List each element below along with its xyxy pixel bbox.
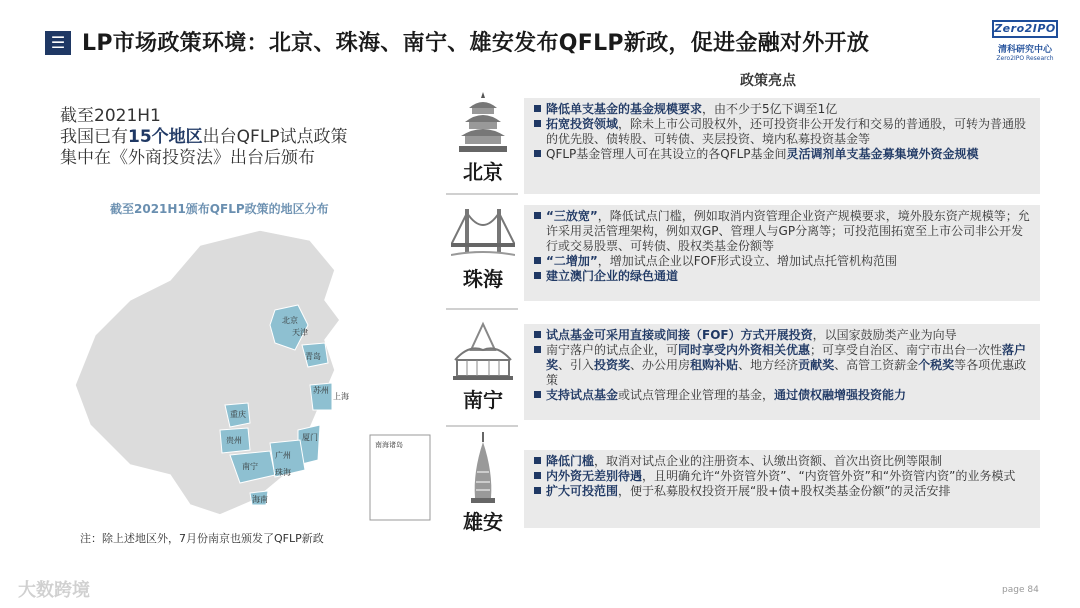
city-name-beijing: 北京 <box>463 160 503 184</box>
panel-xiongan <box>524 450 1040 528</box>
footnote: 注：除上述地区外，7月份南京也颁发了QFLP新政 <box>80 532 324 545</box>
page-number: page 84 <box>1002 585 1039 595</box>
city-name-nanning: 南宁 <box>463 388 503 412</box>
intro-text <box>60 106 348 169</box>
page-title: LP市场政策环境：北京、珠海、南宁、雄安发布QFLP新政，促进金融对外开放 <box>82 31 870 56</box>
label-hainan: 海南 <box>252 495 268 504</box>
temple-of-heaven-icon <box>455 90 511 154</box>
city-zhuhai <box>448 205 518 292</box>
label-shanghai: 上海 <box>333 392 349 401</box>
bullet: 建立澳门企业的绿色通道 <box>532 269 1032 284</box>
label-zhuhai: 珠海 <box>275 468 291 477</box>
label-beijing: 北京 <box>282 316 298 325</box>
intro-line2: 我国已有15个地区出台QFLP试点政策 <box>60 127 348 147</box>
bullet: 拓宽投资领域，除未上市公司股权外，还可投资非公开发行和交易的普通股，可转为普通股的优先股、债转股、可转债、夹层投资、境内私募投资基金等 <box>532 117 1032 147</box>
bullet: QFLP基金管理人可在其设立的各QFLP基金间灵活调剂单支基金募集境外资金规模 <box>532 147 1032 162</box>
bullet: 降低门槛，取消对试点企业的注册资本、认缴出资额、首次出资比例等限制 <box>532 454 1032 469</box>
label-qingdao: 青岛 <box>305 352 321 361</box>
label-guizhou: 贵州 <box>226 436 242 445</box>
map-title: 截至2021H1颁布QFLP政策的地区分布 <box>110 202 329 216</box>
bullet: 降低单支基金的基金规模要求，由不少于5亿下调至1亿 <box>532 102 1032 117</box>
logo-cn: 清科研究中心 <box>997 45 1052 55</box>
intro-line1: 截至2021H1 <box>60 106 161 126</box>
divider <box>446 308 518 310</box>
china-map <box>70 225 450 525</box>
label-guangzhou: 广州 <box>275 451 291 460</box>
city-name-zhuhai: 珠海 <box>463 267 503 291</box>
divider <box>446 425 518 427</box>
logo-box: Zero2IPO <box>992 20 1058 38</box>
inset-label: 南海诸岛 <box>375 441 403 449</box>
label-nanning: 南宁 <box>242 462 258 471</box>
china-outline <box>75 230 340 515</box>
bullet: “二增加”，增加试点企业以FOF形式设立、增加试点托管机构范围 <box>532 254 1032 269</box>
bridge-icon <box>451 205 515 261</box>
header <box>0 0 1080 72</box>
intro-line3: 集中在《外商投资法》出台后颁布 <box>60 148 315 168</box>
convention-center-icon <box>451 320 515 382</box>
panel-beijing <box>524 98 1040 194</box>
bullet: “三放宽”，降低试点门槛，例如取消内资管理企业资产规模要求，境外股东资产规模等；允许采用灵活管理架构，例如双GP、管理人与GP分离等；可投范围拓宽至上市公司非公开发行或交易股票、可转债、股权类基金份额等 <box>532 209 1032 254</box>
divider <box>446 193 518 195</box>
zero2ipo-logo <box>992 20 1058 64</box>
bullet: 支持试点基金或试点管理企业管理的基金，通过债权融增强投资能力 <box>532 388 1032 403</box>
city-beijing <box>448 90 518 185</box>
panel-zhuhai <box>524 205 1040 301</box>
watermark-logo: 大数跨境 <box>18 580 90 601</box>
city-xiongan <box>448 432 518 535</box>
section-header: 政策亮点 <box>740 73 796 89</box>
menu-icon: ☰ <box>45 31 71 55</box>
label-tianjin: 天津 <box>292 328 308 337</box>
bullet: 扩大可投范围，便于私募股权投资开展“股+债+股权类基金份额”的灵活安排 <box>532 484 1032 499</box>
bullet: 内外资无差别待遇，且明确允许“外资管外资”、“内资管外资”和“外资管内资”的业务模式 <box>532 469 1032 484</box>
panel-nanning <box>524 324 1040 420</box>
logo-en: Zero2IPO Research <box>996 55 1054 62</box>
bullet: 试点基金可采用直接或间接（FOF）方式开展投资，以国家鼓励类产业为向导 <box>532 328 1032 343</box>
bullet: 南宁落户的试点企业，可同时享受内外资相关优惠；可享受自治区、南宁市出台一次性落户奖、引入投资奖、办公用房租购补贴、地方经济贡献奖、高管工资薪金个税奖等各项优惠政策 <box>532 343 1032 388</box>
label-chongqing: 重庆 <box>230 410 246 419</box>
city-nanning <box>448 320 518 413</box>
label-xiamen: 厦门 <box>302 433 318 442</box>
tower-icon <box>463 432 503 504</box>
city-name-xiongan: 雄安 <box>463 510 503 534</box>
label-suzhou: 苏州 <box>313 386 329 395</box>
